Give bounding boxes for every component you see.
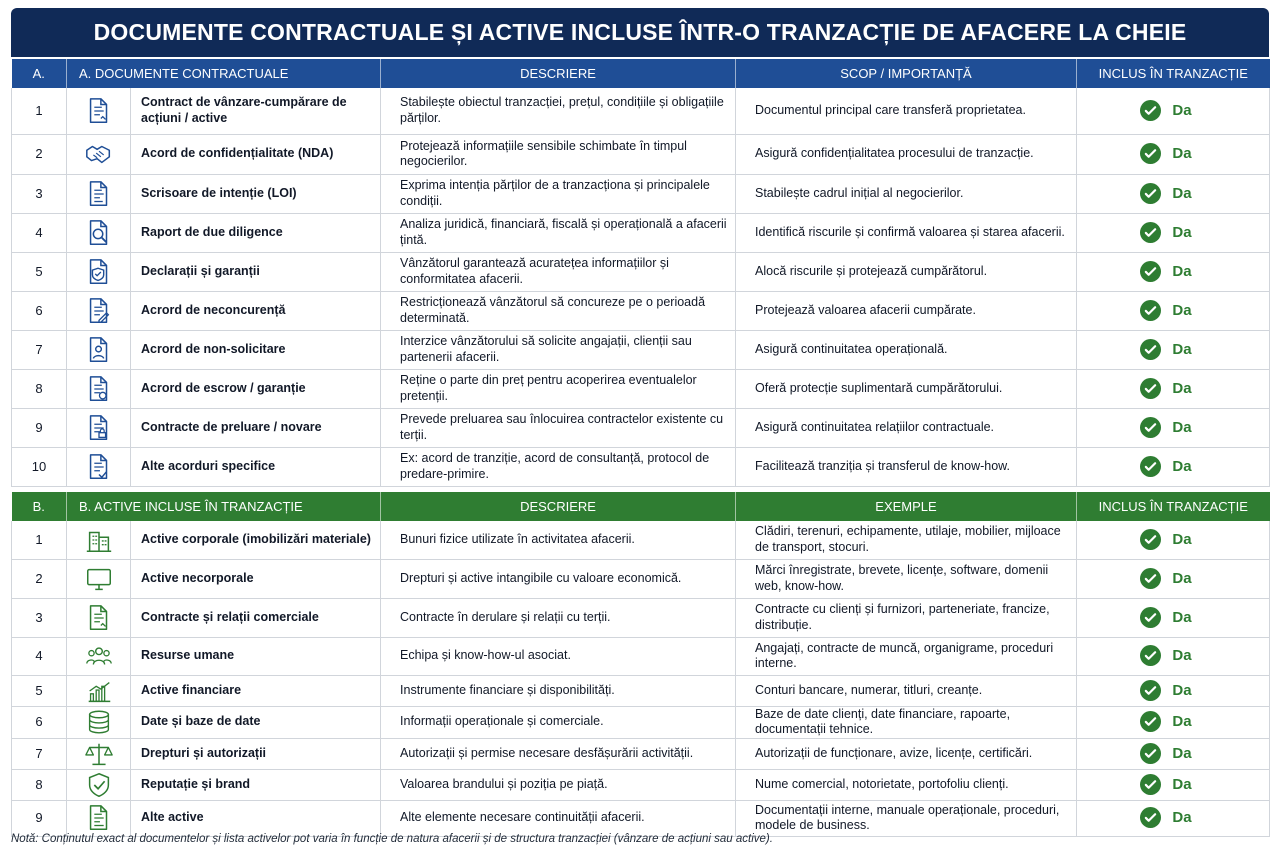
included-status <box>1140 807 1191 828</box>
item-description: Analiza juridică, financiară, fiscală și operațională a afacerii țintă. <box>381 213 736 252</box>
row-number: 9 <box>12 408 67 447</box>
icon-cell <box>67 598 131 637</box>
included-cell <box>1077 252 1270 291</box>
item-name: Drepturi și autorizații <box>131 738 381 769</box>
row-number: 5 <box>12 675 67 706</box>
icon-cell <box>67 174 131 213</box>
icon-cell <box>67 369 131 408</box>
header-num: A. <box>12 59 67 88</box>
row-number: 7 <box>12 330 67 369</box>
icon-cell <box>67 447 131 486</box>
table-row <box>12 174 1270 213</box>
shield-check-icon <box>67 770 130 800</box>
included-cell <box>1077 174 1270 213</box>
item-description: Reține o parte din preț pentru acoperirea eventualelor pretenții. <box>381 369 736 408</box>
icon-cell <box>67 134 131 174</box>
row-number: 5 <box>12 252 67 291</box>
item-description: Prevede preluarea sau înlocuirea contractelor existente cu terții. <box>381 408 736 447</box>
coin-document-icon <box>67 374 130 404</box>
included-status <box>1140 456 1191 477</box>
header-examples: EXEMPLE <box>736 492 1077 521</box>
item-scope: Facilitează tranziția și transferul de know-how. <box>736 447 1077 486</box>
item-name: Active corporale (imobilizări materiale) <box>131 521 381 559</box>
shield-document-icon <box>67 257 130 287</box>
item-name: Acrord de non-solicitare <box>131 330 381 369</box>
included-cell <box>1077 706 1270 738</box>
row-number: 2 <box>12 134 67 174</box>
check-circle-icon <box>1140 100 1161 121</box>
contract-document-icon <box>67 603 130 633</box>
header-name: B. ACTIVE INCLUSE ÎN TRANZACȚIE <box>67 492 381 521</box>
icon-cell <box>67 521 131 559</box>
included-cell <box>1077 291 1270 330</box>
item-scope: Nume comercial, notorietate, portofoliu clienți. <box>736 769 1077 800</box>
check-circle-icon <box>1140 222 1161 243</box>
included-cell <box>1077 637 1270 675</box>
table-row <box>12 706 1270 738</box>
item-scope: Asigură confidențialitatea procesului de tranzacție. <box>736 134 1077 174</box>
header-scope: SCOP / IMPORTANȚĂ <box>736 59 1077 88</box>
icon-cell <box>67 88 131 134</box>
item-scope: Alocă riscurile și protejează cumpărătorul. <box>736 252 1077 291</box>
included-cell <box>1077 769 1270 800</box>
check-circle-icon <box>1140 807 1161 828</box>
included-status <box>1140 417 1191 438</box>
included-label: Da <box>1172 530 1192 548</box>
included-status <box>1140 100 1191 121</box>
item-description: Vânzătorul garantează acuratețea informațiilor și conformitatea afacerii. <box>381 252 736 291</box>
included-status <box>1140 222 1191 243</box>
item-description: Contracte în derulare și relații cu terții. <box>381 598 736 637</box>
icon-cell <box>67 408 131 447</box>
included-label: Da <box>1172 647 1192 664</box>
table-row <box>12 252 1270 291</box>
check-circle-icon <box>1140 339 1161 360</box>
included-label: Da <box>1172 101 1192 119</box>
included-status <box>1140 568 1191 589</box>
icon-cell <box>67 769 131 800</box>
check-circle-icon <box>1140 680 1161 701</box>
footnote: Notă: Conținutul exact al documentelor și lista activelor pot varia în funcție de natura afacerii și de structura tranzacției (vânzare de acțiuni sau active). <box>11 833 773 845</box>
row-number: 10 <box>12 447 67 486</box>
item-description: Informații operaționale și comerciale. <box>381 706 736 738</box>
item-scope: Stabilește cadrul inițial al negocierilor. <box>736 174 1077 213</box>
check-circle-icon <box>1140 645 1161 666</box>
table-row <box>12 213 1270 252</box>
row-number: 1 <box>12 88 67 134</box>
item-description: Drepturi și active intangibile cu valoare economică. <box>381 559 736 598</box>
section-a-header-row <box>12 59 1270 88</box>
item-name: Resurse umane <box>131 637 381 675</box>
included-label: Da <box>1172 744 1192 762</box>
item-name: Contract de vânzare-cumpărare de acțiuni / active <box>131 88 381 134</box>
row-number: 8 <box>12 369 67 408</box>
included-cell <box>1077 408 1270 447</box>
table-row <box>12 637 1270 675</box>
included-status <box>1140 743 1191 764</box>
header-description: DESCRIERE <box>381 59 736 88</box>
included-cell <box>1077 521 1270 559</box>
table-row <box>12 800 1270 836</box>
assets-table <box>11 492 1270 837</box>
row-number: 6 <box>12 291 67 330</box>
item-name: Contracte și relații comerciale <box>131 598 381 637</box>
check-circle-icon <box>1140 143 1161 164</box>
item-scope: Protejează valoarea afacerii cumpărate. <box>736 291 1077 330</box>
item-description: Protejează informațiile sensibile schimbate în timpul negocierilor. <box>381 134 736 174</box>
included-cell <box>1077 675 1270 706</box>
included-label: Da <box>1172 775 1192 793</box>
item-name: Contracte de preluare / novare <box>131 408 381 447</box>
included-label: Da <box>1172 223 1192 241</box>
included-cell <box>1077 447 1270 486</box>
row-number: 6 <box>12 706 67 738</box>
item-name: Acrord de neconcurență <box>131 291 381 330</box>
item-description: Interzice vânzătorului să solicite angajații, clienții sau partenerii afacerii. <box>381 330 736 369</box>
row-number: 2 <box>12 559 67 598</box>
monitor-icon <box>67 564 130 594</box>
item-scope: Baze de date clienți, date financiare, rapoarte, documentații tehnice. <box>736 706 1077 738</box>
person-document-icon <box>67 335 130 365</box>
included-status <box>1140 711 1191 732</box>
included-cell <box>1077 598 1270 637</box>
item-description: Autorizații și permise necesare desfășurării activității. <box>381 738 736 769</box>
row-number: 3 <box>12 174 67 213</box>
item-scope: Asigură continuitatea operațională. <box>736 330 1077 369</box>
check-circle-icon <box>1140 183 1161 204</box>
included-status <box>1140 774 1191 795</box>
check-circle-icon <box>1140 743 1161 764</box>
icon-cell <box>67 213 131 252</box>
item-name: Alte acorduri specifice <box>131 447 381 486</box>
item-scope: Documentul principal care transferă proprietatea. <box>736 88 1077 134</box>
database-icon <box>67 707 130 737</box>
item-scope: Clădiri, terenuri, echipamente, utilaje, mobilier, mijloace de transport, stocuri. <box>736 521 1077 559</box>
included-status <box>1140 607 1191 628</box>
included-label: Da <box>1172 608 1192 626</box>
included-label: Da <box>1172 809 1192 826</box>
included-label: Da <box>1172 457 1192 475</box>
included-label: Da <box>1172 184 1192 202</box>
icon-cell <box>67 291 131 330</box>
item-name: Reputație și brand <box>131 769 381 800</box>
table-row <box>12 88 1270 134</box>
scales-icon <box>67 739 130 769</box>
item-name: Alte active <box>131 800 381 836</box>
table-row <box>12 738 1270 769</box>
item-scope: Conturi bancare, numerar, titluri, creanțe. <box>736 675 1077 706</box>
lock-document-icon <box>67 413 130 443</box>
included-cell <box>1077 800 1270 836</box>
item-name: Acord de confidențialitate (NDA) <box>131 134 381 174</box>
table-row <box>12 330 1270 369</box>
item-scope: Autorizații de funcționare, avize, licențe, certificări. <box>736 738 1077 769</box>
item-description: Restricționează vânzătorul să concureze pe o perioadă determinată. <box>381 291 736 330</box>
included-label: Da <box>1172 379 1192 397</box>
item-scope: Angajați, contracte de muncă, organigrame, proceduri interne. <box>736 637 1077 675</box>
included-status <box>1140 378 1191 399</box>
icon-cell <box>67 252 131 291</box>
check-circle-icon <box>1140 711 1161 732</box>
table-row <box>12 598 1270 637</box>
row-number: 1 <box>12 521 67 559</box>
building-icon <box>67 525 130 555</box>
item-name: Active necorporale <box>131 559 381 598</box>
header-name: A. DOCUMENTE CONTRACTUALE <box>67 59 381 88</box>
check-circle-icon <box>1140 774 1161 795</box>
table-row <box>12 769 1270 800</box>
included-status <box>1140 680 1191 701</box>
letter-document-icon <box>67 179 130 209</box>
row-number: 4 <box>12 213 67 252</box>
item-description: Echipa și know-how-ul asociat. <box>381 637 736 675</box>
item-description: Exprima intenția părților de a tranzacționa și principalele condiții. <box>381 174 736 213</box>
included-status <box>1140 529 1191 550</box>
row-number: 9 <box>12 800 67 836</box>
check-circle-icon <box>1140 261 1161 282</box>
icon-cell <box>67 675 131 706</box>
check-circle-icon <box>1140 300 1161 321</box>
people-icon <box>67 641 130 671</box>
header-num: B. <box>12 492 67 521</box>
item-scope: Identifică riscurile și confirmă valoarea și starea afacerii. <box>736 213 1077 252</box>
icon-cell <box>67 738 131 769</box>
table-row <box>12 559 1270 598</box>
icon-cell <box>67 800 131 836</box>
check-circle-icon <box>1140 568 1161 589</box>
handshake-icon <box>67 139 130 169</box>
row-number: 7 <box>12 738 67 769</box>
table-row <box>12 521 1270 559</box>
included-status <box>1140 300 1191 321</box>
table-row <box>12 134 1270 174</box>
bar-chart-icon <box>67 676 130 706</box>
item-scope: Asigură continuitatea relațiilor contractuale. <box>736 408 1077 447</box>
check-circle-icon <box>1140 529 1161 550</box>
contract-document-icon <box>67 96 130 126</box>
included-status <box>1140 339 1191 360</box>
included-cell <box>1077 213 1270 252</box>
item-description: Alte elemente necesare continuității afacerii. <box>381 800 736 836</box>
item-description: Stabilește obiectul tranzacției, prețul, condițiile și obligațiile părților. <box>381 88 736 134</box>
icon-cell <box>67 559 131 598</box>
header-description: DESCRIERE <box>381 492 736 521</box>
row-number: 8 <box>12 769 67 800</box>
item-scope: Oferă protecție suplimentară cumpărătorului. <box>736 369 1077 408</box>
included-label: Da <box>1172 569 1192 587</box>
item-description: Ex: acord de tranziție, acord de consultanță, protocol de predare-primire. <box>381 447 736 486</box>
icon-cell <box>67 330 131 369</box>
check-circle-icon <box>1140 417 1161 438</box>
pen-document-icon <box>67 296 130 326</box>
icon-cell <box>67 706 131 738</box>
item-scope: Documentații interne, manuale operaționale, proceduri, modele de business. <box>736 800 1077 836</box>
included-cell <box>1077 330 1270 369</box>
item-name: Date și baze de date <box>131 706 381 738</box>
check-document-icon <box>67 452 130 482</box>
check-circle-icon <box>1140 378 1161 399</box>
included-label: Da <box>1172 681 1192 699</box>
table-row <box>12 675 1270 706</box>
header-included: INCLUS ÎN TRANZACȚIE <box>1077 59 1270 88</box>
included-label: Da <box>1172 262 1192 280</box>
included-status <box>1140 645 1191 666</box>
included-status <box>1140 143 1191 164</box>
included-cell <box>1077 88 1270 134</box>
table-row <box>12 291 1270 330</box>
included-status <box>1140 261 1191 282</box>
document-icon <box>67 803 130 833</box>
item-description: Valoarea brandului și poziția pe piață. <box>381 769 736 800</box>
included-cell <box>1077 738 1270 769</box>
item-name: Acrord de escrow / garanție <box>131 369 381 408</box>
table-row <box>12 447 1270 486</box>
item-name: Active financiare <box>131 675 381 706</box>
documents-table <box>11 59 1270 487</box>
section-b-header-row <box>12 492 1270 521</box>
table-row <box>12 369 1270 408</box>
page-title: DOCUMENTE CONTRACTUALE ȘI ACTIVE INCLUSE ÎNTR-O TRANZACȚIE DE AFACERE LA CHEIE <box>11 8 1269 57</box>
table-row <box>12 408 1270 447</box>
included-cell <box>1077 559 1270 598</box>
icon-cell <box>67 637 131 675</box>
item-name: Declarații și garanții <box>131 252 381 291</box>
row-number: 3 <box>12 598 67 637</box>
included-status <box>1140 183 1191 204</box>
check-circle-icon <box>1140 607 1161 628</box>
included-label: Da <box>1172 340 1192 358</box>
header-included: INCLUS ÎN TRANZACȚIE <box>1077 492 1270 521</box>
item-scope: Mărci înregistrate, brevete, licențe, software, domenii web, know-how. <box>736 559 1077 598</box>
item-description: Bunuri fizice utilizate în activitatea afacerii. <box>381 521 736 559</box>
check-circle-icon <box>1140 456 1161 477</box>
magnifier-document-icon <box>67 218 130 248</box>
item-description: Instrumente financiare și disponibilități. <box>381 675 736 706</box>
included-cell <box>1077 369 1270 408</box>
included-label: Da <box>1172 713 1192 730</box>
included-cell <box>1077 134 1270 174</box>
item-scope: Contracte cu clienți și furnizori, parteneriate, francize, distribuție. <box>736 598 1077 637</box>
included-label: Da <box>1172 418 1192 436</box>
included-label: Da <box>1172 301 1192 319</box>
item-name: Scrisoare de intenție (LOI) <box>131 174 381 213</box>
row-number: 4 <box>12 637 67 675</box>
item-name: Raport de due diligence <box>131 213 381 252</box>
included-label: Da <box>1172 145 1192 162</box>
